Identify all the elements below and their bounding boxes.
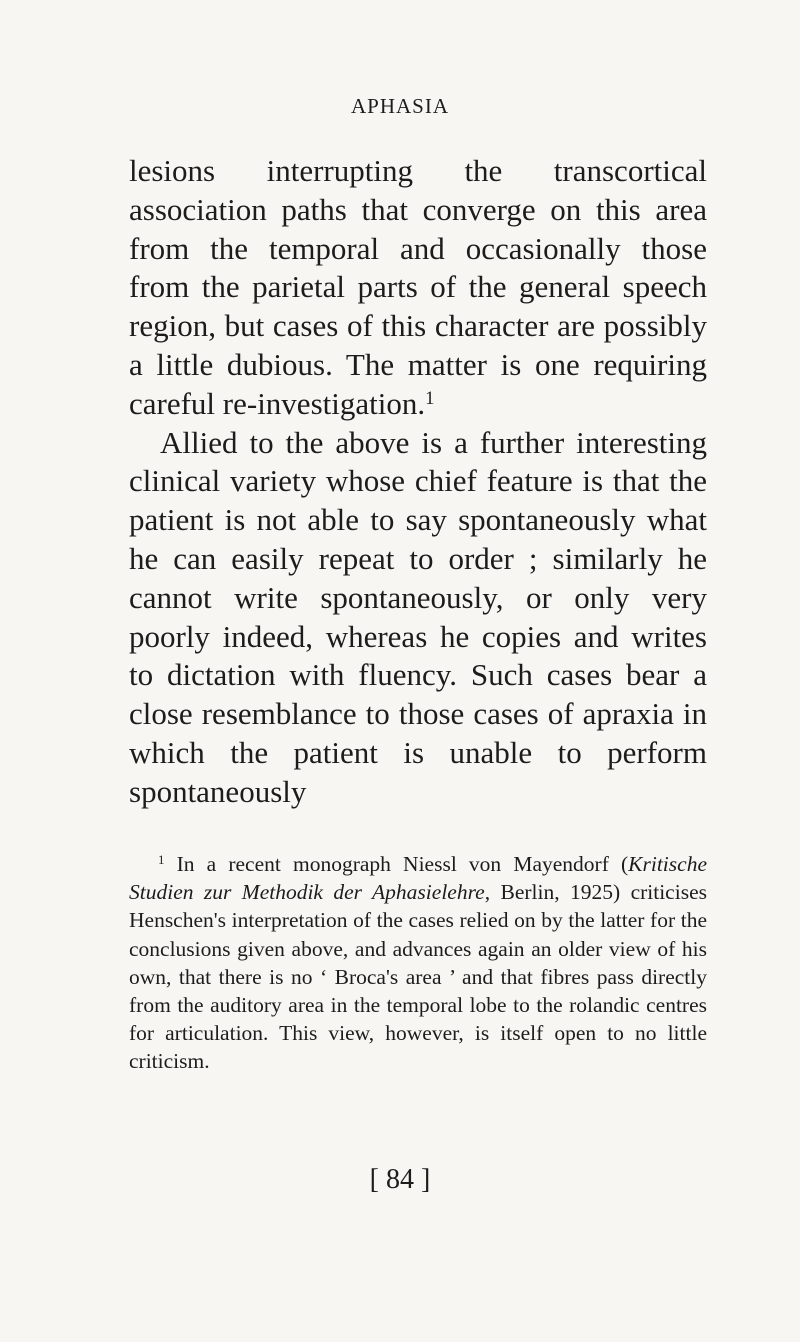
paragraph-text: lesions interrupting the transcortical association paths that converge on this area from the temporal and occasionally those from the parietal parts of the general speech region, but cases of this character are possibly a little dubious. The matter is one requiring careful re-investigation. — [129, 153, 707, 421]
page-number: [ 84 ] — [369, 1164, 431, 1195]
footnote-marker: 1 — [158, 852, 165, 867]
paragraph — [129, 152, 707, 424]
footnote-reference: 1 — [425, 387, 435, 409]
main-text — [129, 152, 707, 812]
footnote — [129, 850, 707, 1076]
footnote-cited-title: Kritische Studien zur Methodik der Aphasielehre — [129, 852, 707, 905]
running-head: APHASIA — [350, 94, 449, 118]
footnote-text-after: , Berlin, 1925) criticises Henschen's interpretation of the cases relied on by the latter for the conclusions given above, and advances again an older view of his own, that there is no ‘ Broca's area ’ and that fibres pass directly from the auditory area in the temporal lobe to the rolandic centres for articulation. This view, however, is itself open to no little criticism. — [129, 880, 707, 1074]
paragraph: Allied to the above is a further interesting clinical variety whose chief feature is that the patient is not able to say spontaneously what he can easily repeat to order ; similarly he cannot write spontaneously, or only very poorly indeed, whereas he copies and writes to dictation with fluency. Such cases bear a close resemblance to those cases of apraxia in which the patient is unable to perform spontaneously — [129, 424, 707, 809]
footnote-text-before: In a recent monograph Niessl von Mayendorf ( — [176, 852, 629, 876]
